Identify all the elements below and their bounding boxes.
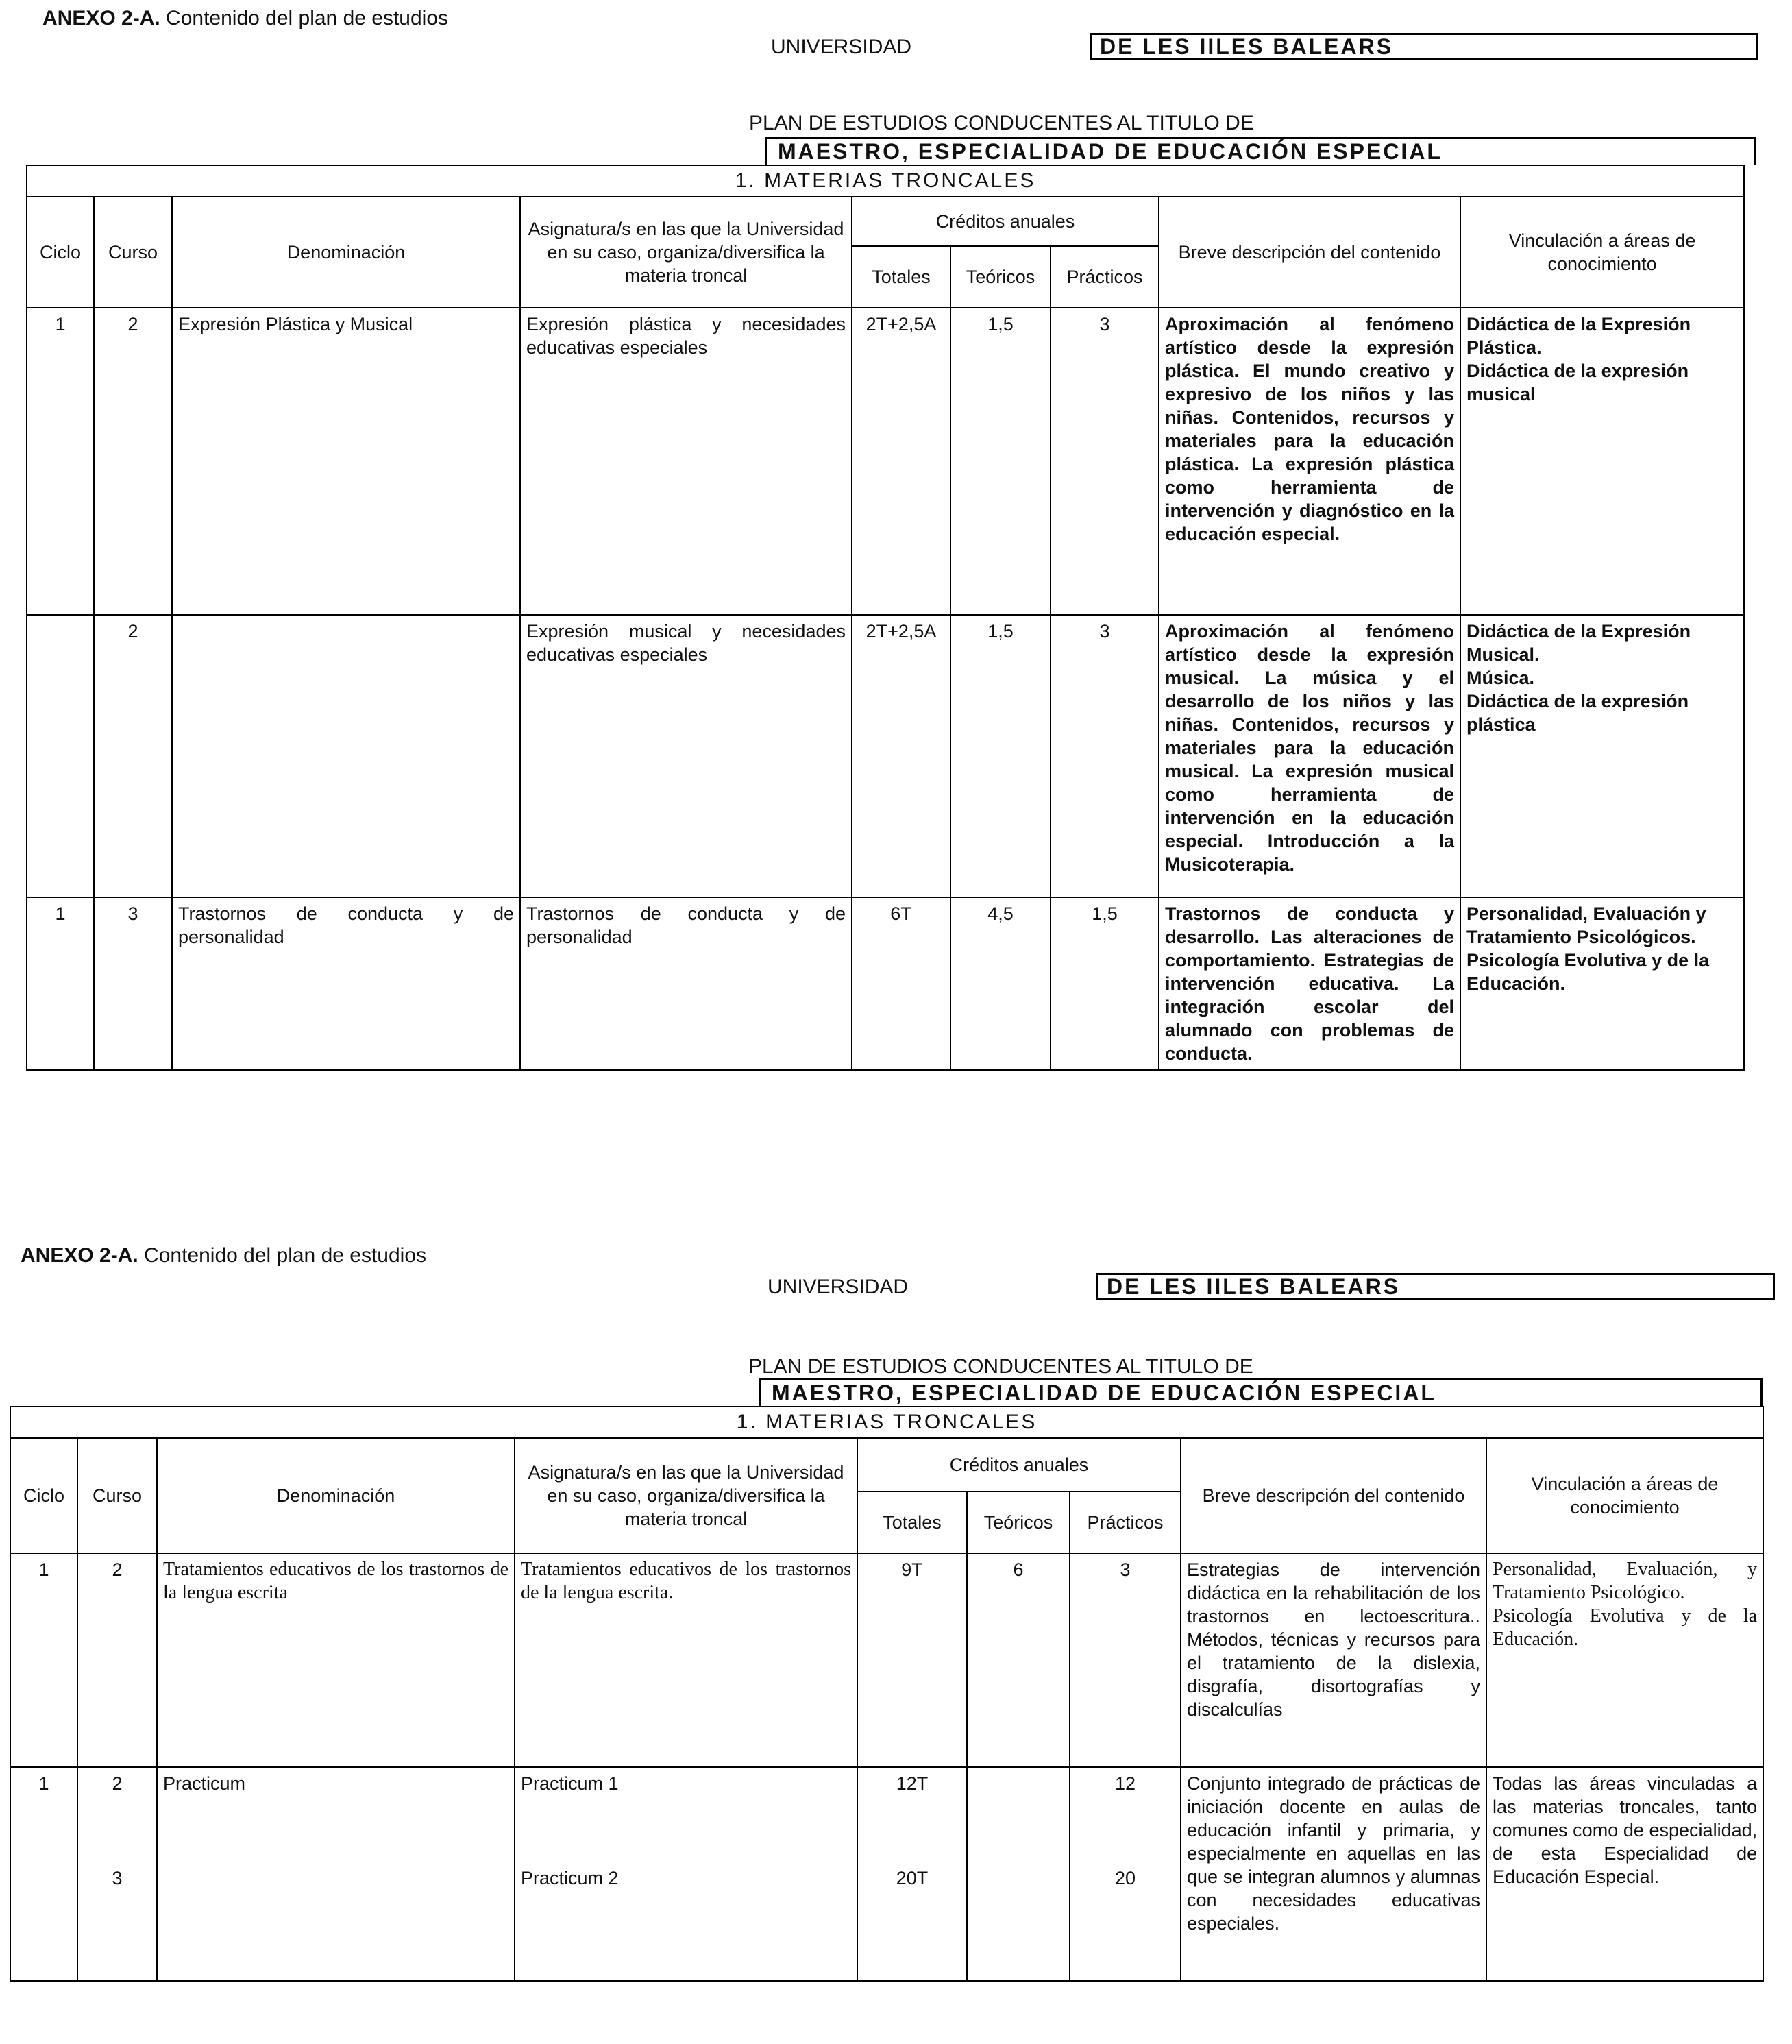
vinculacion-item: Didáctica de la expresión plástica — [1466, 691, 1689, 735]
annex-label: ANEXO 2-A. — [42, 7, 160, 29]
cell-asignatura: Expresión plástica y necesidades educativas especiales — [520, 308, 852, 615]
cell-teoricos: 1,5 — [950, 308, 1051, 615]
materias-table — [10, 1406, 1764, 1982]
cell-descripcion: Conjunto integrado de prácticas de iniciación docente en aulas de educación infantil y primaria, y especialmente en aquellas en las que se integran alumnos y alumnas con necesidades educativas especiales. — [1181, 1767, 1486, 1981]
cell-asignatura: Tratamientos educativos de los trastornos de la lengua escrita. — [515, 1553, 857, 1767]
cell-descripcion: Aproximación al fenómeno artístico desde la expresión plástica. El mundo creativo y expresivo de los niños y las niñas. Contenidos, recursos y materiales para la educación plástica. La expresión plástica como herramienta de intervención y diagnóstico en la educación especial. — [1159, 308, 1460, 615]
curso-value: 3 — [112, 1868, 123, 1888]
cell-totales: 2T+2,5A — [852, 615, 950, 897]
header-ciclo: Ciclo — [10, 1438, 77, 1553]
annex-section-2 — [0, 1237, 1792, 2044]
cell-denominacion: Trastornos de conducta y de personalidad — [172, 897, 520, 1070]
cell-vinculacion — [1460, 897, 1744, 1070]
asignatura-value: Practicum 2 — [521, 1868, 619, 1888]
cell-descripcion: Aproximación al fenómeno artístico desde la expresión musical. La música y el desarrollo de los niños y las niñas. Contenidos, recursos y materiales para la educación musical. La expresión musical como herramienta de intervención en la educación especial. Introducción a la Musicoterapia. — [1159, 615, 1460, 897]
cell-totales: 6T — [852, 897, 950, 1070]
header-descripcion: Breve descripción del contenido — [1181, 1438, 1486, 1553]
group-title: 1. MATERIAS TRONCALES — [27, 165, 1744, 197]
vinculacion-item: Música. — [1466, 668, 1535, 688]
vinculacion-item: Didáctica de la Expresión Plástica. — [1466, 314, 1691, 358]
annex-text: Contenido del plan de estudios — [166, 7, 449, 29]
cell-teoricos: 6 — [967, 1553, 1070, 1767]
vinculacion-item: Todas las áreas vinculadas a las materias troncales, tanto comunes como de especialidad, de esta Especialidad de Educación Especial. — [1493, 1773, 1758, 1887]
cell-practicos: 3 — [1051, 308, 1159, 615]
degree-title: MAESTRO, ESPECIALIDAD DE EDUCACIÓN ESPECIAL — [759, 1378, 1763, 1406]
curso-value: 2 — [112, 1773, 123, 1794]
plan-title: PLAN DE ESTUDIOS CONDUCENTES AL TITULO DE — [749, 112, 1254, 134]
cell-denominacion: Practicum — [157, 1767, 515, 1981]
annex-text: Contenido del plan de estudios — [144, 1244, 427, 1267]
vinculacion-item: Psicología Evolutiva y de la Educación. — [1493, 1605, 1758, 1650]
header-denominacion: Denominación — [172, 197, 520, 308]
table-row — [10, 1553, 1763, 1767]
table-row — [27, 308, 1744, 615]
asignatura-value: Practicum 1 — [521, 1773, 619, 1794]
cell-asignatura: Expresión musical y necesidades educativas especiales — [520, 615, 852, 897]
cell-teoricos — [967, 1767, 1070, 1981]
cell-practicos: 3 — [1051, 615, 1159, 897]
cell-denominacion: Expresión Plástica y Musical — [172, 308, 520, 615]
vinculacion-item: Personalidad, Evaluación, y Tratamiento Psicológico. — [1493, 1559, 1758, 1603]
cell-curso: 2 — [94, 615, 172, 897]
cell-curso: 3 — [94, 897, 172, 1070]
vinculacion-item: Didáctica de la expresión musical — [1466, 361, 1689, 404]
university-label: UNIVERSIDAD — [768, 1276, 909, 1298]
vinculacion-item: Didáctica de la Expresión Musical. — [1466, 621, 1691, 665]
annex-heading — [42, 7, 448, 30]
header-creditos: Créditos anuales — [857, 1438, 1181, 1492]
header-vinculacion: Vinculación a áreas de conocimiento — [1486, 1438, 1763, 1553]
cell-totales — [857, 1767, 967, 1981]
header-practicos: Prácticos — [1051, 246, 1159, 308]
cell-ciclo: 1 — [10, 1767, 77, 1981]
cell-curso: 2 — [77, 1553, 157, 1767]
header-teoricos: Teóricos — [967, 1492, 1070, 1553]
cell-practicos: 1,5 — [1051, 897, 1159, 1070]
cell-ciclo: 1 — [27, 897, 94, 1070]
header-totales: Totales — [852, 246, 950, 308]
cell-totales: 9T — [857, 1553, 967, 1767]
degree-title: MAESTRO, ESPECIALIDAD DE EDUCACIÓN ESPECIAL — [765, 137, 1756, 165]
totales-value: 20T — [896, 1868, 929, 1888]
university-name: DE LES IILES BALEARS — [1096, 1273, 1775, 1300]
cell-ciclo — [27, 615, 94, 897]
practicos-value: 12 — [1114, 1773, 1136, 1794]
annex-label: ANEXO 2-A. — [21, 1244, 138, 1267]
cell-ciclo: 1 — [27, 308, 94, 615]
cell-curso — [77, 1767, 157, 1981]
header-asignatura: Asignatura/s en las que la Universidad en su caso, organiza/diversifica la materia troncal — [520, 197, 852, 308]
cell-asignatura: Trastornos de conducta y de personalidad — [520, 897, 852, 1070]
header-teoricos: Teóricos — [950, 246, 1051, 308]
cell-practicos — [1070, 1767, 1181, 1981]
cell-teoricos: 4,5 — [950, 897, 1051, 1070]
header-totales: Totales — [857, 1492, 967, 1553]
cell-denominacion: Tratamientos educativos de los trastornos de la lengua escrita — [157, 1553, 515, 1767]
header-creditos: Créditos anuales — [852, 197, 1159, 246]
header-denominacion: Denominación — [157, 1438, 515, 1553]
practicos-value: 20 — [1114, 1868, 1136, 1888]
table-row — [27, 897, 1744, 1070]
cell-teoricos: 1,5 — [950, 615, 1051, 897]
plan-title: PLAN DE ESTUDIOS CONDUCENTES AL TITULO DE — [748, 1355, 1253, 1378]
cell-denominacion — [172, 615, 520, 897]
group-title: 1. MATERIAS TRONCALES — [10, 1407, 1763, 1438]
cell-asignatura — [515, 1767, 857, 1981]
cell-descripcion: Estrategias de intervención didáctica en la rehabilitación de los trastornos en lectoescritura.. Métodos, técnicas y recursos para el tratamiento de la dislexia, disgrafía, disortografías y discalculías — [1181, 1553, 1486, 1767]
header-descripcion: Breve descripción del contenido — [1159, 197, 1460, 308]
vinculacion-item: Personalidad, Evaluación y Tratamiento Psicológicos. — [1466, 903, 1706, 947]
cell-vinculacion — [1460, 308, 1744, 615]
cell-totales: 2T+2,5A — [852, 308, 950, 615]
header-ciclo: Ciclo — [27, 197, 94, 308]
university-label: UNIVERSIDAD — [771, 36, 912, 58]
cell-vinculacion — [1486, 1767, 1763, 1981]
cell-ciclo: 1 — [10, 1553, 77, 1767]
table-row — [10, 1767, 1763, 1981]
cell-practicos: 3 — [1070, 1553, 1181, 1767]
cell-descripcion: Trastornos de conducta y desarrollo. Las alteraciones de comportamiento. Estrategias de intervención educativa. La integración escolar del alumnado con problemas de conducta. — [1159, 897, 1460, 1070]
header-vinculacion: Vinculación a áreas de conocimiento — [1460, 197, 1744, 308]
totales-value: 12T — [896, 1773, 929, 1794]
university-name: DE LES IILES BALEARS — [1090, 33, 1758, 60]
cell-vinculacion — [1486, 1553, 1763, 1767]
vinculacion-item: Psicología Evolutiva y de la Educación. — [1466, 950, 1710, 994]
header-asignatura: Asignatura/s en las que la Universidad en su caso, organiza/diversifica la materia troncal — [515, 1438, 857, 1553]
table-row — [27, 615, 1744, 897]
header-curso: Curso — [94, 197, 172, 308]
cell-curso: 2 — [94, 308, 172, 615]
annex-heading — [21, 1244, 426, 1267]
header-curso: Curso — [77, 1438, 157, 1553]
materias-table — [26, 165, 1745, 1071]
cell-vinculacion — [1460, 615, 1744, 897]
header-practicos: Prácticos — [1070, 1492, 1181, 1553]
